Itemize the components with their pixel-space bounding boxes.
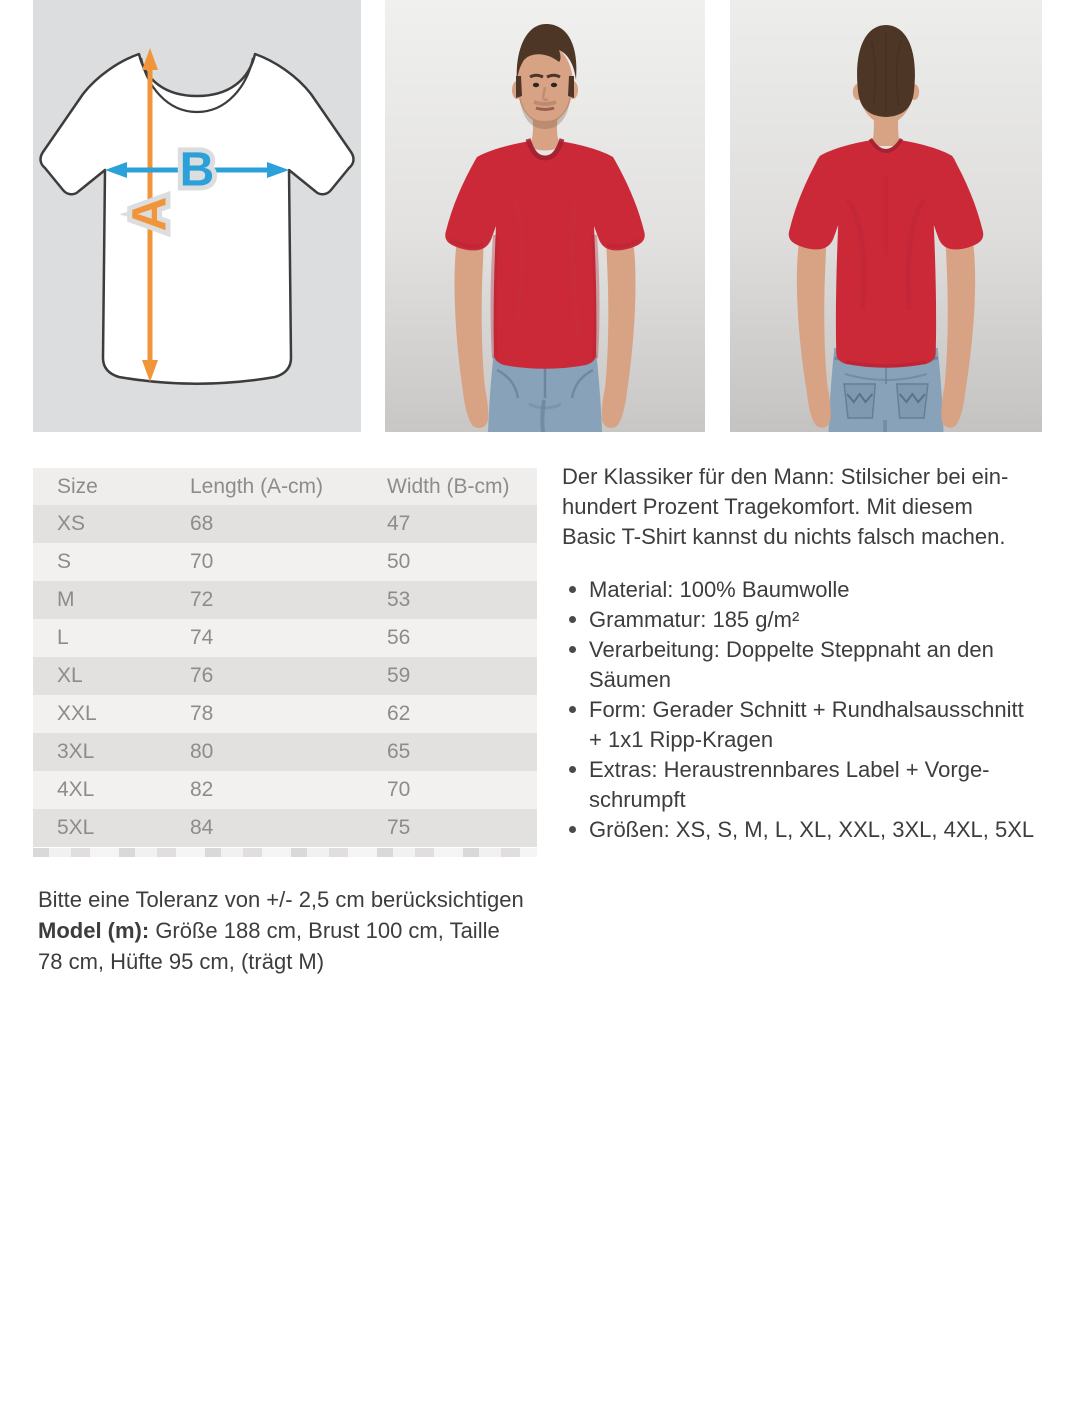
model-back-illustration (730, 0, 1042, 432)
length-cell: 72 (190, 588, 214, 611)
length-cell: 84 (190, 816, 214, 839)
width-cell: 50 (387, 550, 411, 573)
model-info-line2: 78 cm, Hüfte 95 cm, (trägt M) (38, 949, 325, 974)
size-cell: S (57, 550, 72, 573)
model-back-photo (730, 0, 1042, 432)
table-row (33, 581, 537, 619)
right-sideburn (568, 76, 574, 98)
tolerance-note: Bitte eine Toleranz von +/- 2,5 cm berücksichtigen (38, 887, 524, 912)
header-width: Width (B-cm) (363, 468, 537, 505)
header-length: Length (A-cm) (166, 468, 363, 505)
size-cell: XXL (57, 702, 97, 725)
bullet-icon (569, 766, 576, 773)
intro-line: Der Klassiker für den Mann: Stilsicher bei ein- (562, 464, 1009, 489)
size-table-section (33, 468, 537, 857)
length-cell: 74 (190, 626, 214, 649)
size-table (33, 468, 537, 847)
intro-line: hundert Prozent Tragekomfort. Mit diesem (562, 494, 973, 519)
tshirt-measure-diagram (33, 0, 361, 432)
bullet-icon (569, 646, 576, 653)
model-info-line1 (38, 915, 524, 946)
size-cell: L (57, 626, 69, 649)
length-cell: 70 (190, 550, 214, 573)
width-cell: 53 (387, 588, 411, 611)
spec-item-groessen: Größen: XS, S, M, L, XL, XXL, 3XL, 4XL, 5XL (562, 815, 1052, 845)
length-cell: 80 (190, 740, 214, 763)
model-front-illustration (385, 0, 705, 432)
model-front-photo (385, 0, 705, 432)
notes-section (38, 884, 524, 977)
table-row (33, 771, 537, 809)
width-cell: 47 (387, 512, 411, 535)
header-size: Size (33, 468, 166, 505)
spec-list (562, 575, 1052, 845)
size-cell: XL (57, 664, 83, 687)
length-cell: 78 (190, 702, 214, 725)
bullet-icon (569, 616, 576, 623)
table-row (33, 543, 537, 581)
table-header-row (33, 468, 537, 505)
width-cell: 65 (387, 740, 411, 763)
width-cell: 70 (387, 778, 411, 801)
size-cell: 4XL (57, 778, 95, 801)
table-row (33, 505, 537, 543)
table-row (33, 809, 537, 847)
width-cell: 62 (387, 702, 411, 725)
label-b: B (179, 143, 215, 197)
model-info-rest: Größe 188 cm, Brust 100 cm, Taille (149, 918, 500, 943)
length-cell: 68 (190, 512, 214, 535)
model-label: Model (m): (38, 918, 150, 943)
size-cell: 5XL (57, 816, 95, 839)
length-cell: 82 (190, 778, 214, 801)
length-cell: 76 (190, 664, 214, 687)
label-a: A (123, 196, 177, 232)
bullet-icon (569, 826, 576, 833)
bullet-icon (569, 586, 576, 593)
size-diagram-image (33, 0, 361, 432)
spec-item-extras: Extras: Heraustrennbares Label + Vorge- schrumpft (562, 755, 1052, 815)
width-cell: 75 (387, 816, 411, 839)
size-cell: M (57, 588, 75, 611)
table-row (33, 657, 537, 695)
width-cell: 59 (387, 664, 411, 687)
table-row (33, 619, 537, 657)
size-cell: XS (57, 512, 86, 535)
intro-line: Basic T-Shirt kannst du nichts falsch machen. (562, 524, 1006, 549)
table-row (33, 695, 537, 733)
spec-item-form: Form: Gerader Schnitt + Rundhalsausschnitt + 1x1 Ripp-Kragen (562, 695, 1052, 755)
width-cell: 56 (387, 626, 411, 649)
spec-item-verarbeitung: Verarbeitung: Doppelte Steppnaht an den Säumen (562, 635, 1052, 695)
product-description (562, 462, 1052, 845)
bullet-icon (569, 706, 576, 713)
table-cropped-row (33, 848, 537, 857)
left-sideburn (516, 76, 522, 98)
size-cell: 3XL (57, 740, 95, 763)
table-row (33, 733, 537, 771)
spec-item-material: Material: 100% Baumwolle (562, 575, 1052, 605)
spec-item-grammatur: Grammatur: 185 g/m² (562, 605, 1052, 635)
